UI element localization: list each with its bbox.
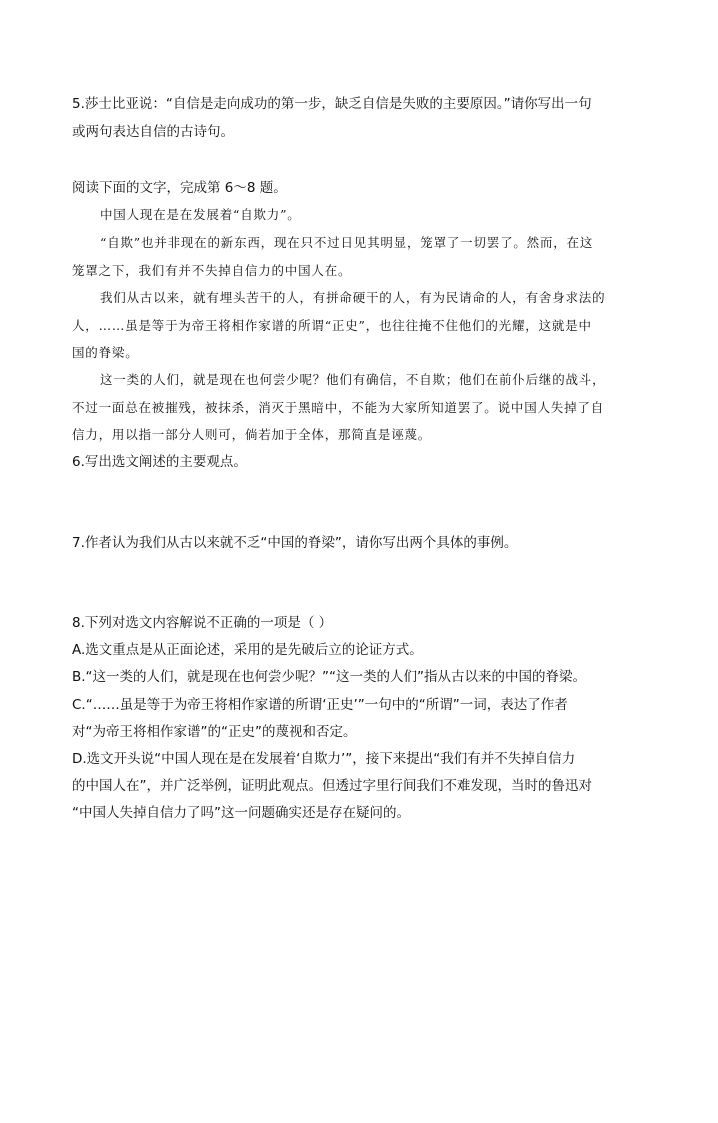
passage-paragraph-4-line-2: 不过一面总在被摧残，被抹杀，消灭于黑暗中，不能为大家所知道罢了。说中国人失掉了自 xyxy=(72,400,605,415)
question-8-option-c-line-1: C.“……虽是等于为帝王将相作家谱的所谓‘正史’”一句中的“所谓”一词，表达了作者 xyxy=(72,697,568,713)
question-5-line-1: 5.莎士比亚说：“自信是走向成功的第一步，缺乏自信是失败的主要原因。”请你写出一句 xyxy=(72,96,592,112)
passage-paragraph-4-line-3: 信力，用以指一部分人则可，倘若加于全体，那简直是诬蔑。 xyxy=(72,427,432,442)
passage-paragraph-2-line-2: 笼罩之下，我们有并不失掉自信力的中国人在。 xyxy=(72,263,352,278)
question-5-line-2: 或两句表达自信的古诗句。 xyxy=(72,124,234,140)
question-7: 7.作者认为我们从古以来就不乏“中国的脊梁”，请你写出两个具体的事例。 xyxy=(72,535,518,551)
question-8-option-c-line-2: 对“为帝王将相作家谱”的“正史”的蔑视和否定。 xyxy=(72,724,357,740)
question-8-option-d-line-3: “中国人失掉自信力了吗”这一问题确实还是存在疑问的。 xyxy=(72,805,410,821)
passage-paragraph-3-line-1: 我们从古以来，就有埋头苦干的人，有拼命硬干的人，有为民请命的人，有舍身求法的 xyxy=(100,290,606,305)
reading-instruction: 阅读下面的文字，完成第 6～8 题。 xyxy=(72,180,287,196)
question-8-stem: 8.下列对选文内容解说不正确的一项是（ ） xyxy=(72,615,333,631)
question-8-option-b: B.“这一类的人们，就是现在也何尝少呢？”“这一类的人们”指从古以来的中国的脊梁。 xyxy=(72,669,587,685)
question-6: 6.写出选文阐述的主要观点。 xyxy=(72,454,247,470)
passage-paragraph-3-line-2: 人，……虽是等于为帝王将相作家谱的所谓“正史”，也往往掩不住他们的光耀，这就是中 xyxy=(72,318,592,333)
passage-paragraph-3-line-3: 国的脊梁。 xyxy=(72,345,139,360)
passage-paragraph-1: 中国人现在是在发展着“自欺力”。 xyxy=(100,207,301,222)
question-8-option-d-line-1: D.选文开头说“中国人现在是在发展着‘自欺力’”，接下来提出“我们有并不失掉自信力 xyxy=(72,751,576,767)
passage-paragraph-2-line-1: “自欺”也并非现在的新东西，现在只不过日见其明显，笼罩了一切罢了。然而，在这 xyxy=(100,235,594,250)
question-8-option-d-line-2: 的中国人在”，并广泛举例，证明此观点。但透过字里行间我们不难发现，当时的鲁迅对 xyxy=(72,778,592,794)
question-8-option-a: A.选文重点是从正面论述，采用的是先破后立的论证方式。 xyxy=(72,642,423,658)
passage-paragraph-4-line-1: 这一类的人们，就是现在也何尝少呢？他们有确信，不自欺；他们在前仆后继的战斗， xyxy=(100,372,606,387)
